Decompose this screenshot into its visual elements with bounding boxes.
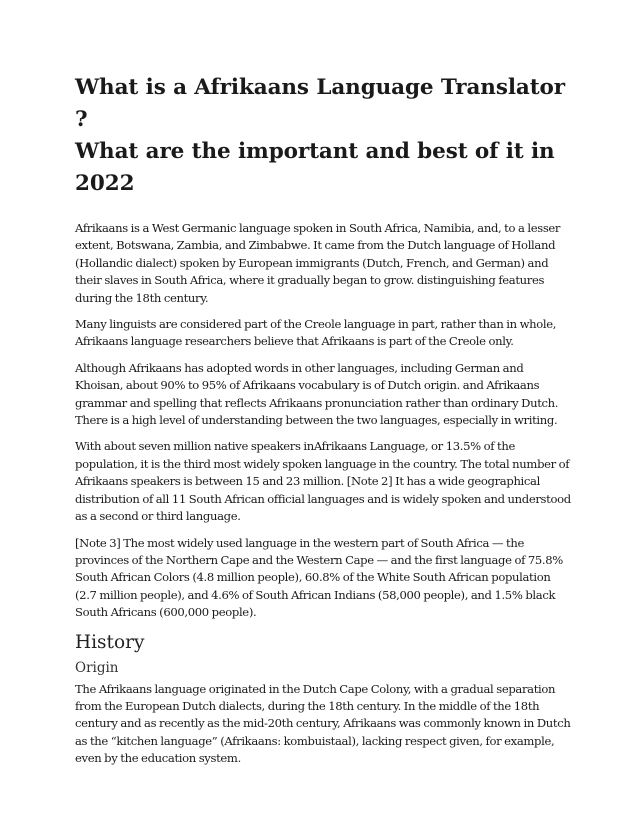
- paragraph-origin: The Afrikaans language originated in the Dutch Cape Colony, with a gradual separation from the European Dutch dialects, during the 18th century. In the middle of the 18th century and as recently as the mid-20th century, Afrikaans was commonly known in Dutch as the “kitchen language” (Afrikaans: kombuistaal), lacking respect given, for example, even by the education system.: [75, 681, 571, 766]
- title-line-1: What is a Afrikaans Language Translator ?: [75, 75, 566, 132]
- paragraph-note-3: [Note 3] The most widely used language in the western part of South Africa — the provinces of the Northern Cape and the Western Cape — and the first language of 75.8% South African Colors (4.8 million people), 60.8% of the White South African population (2.7 million people), and 4.6% of South African Indians (58,000 people), and 1.5% black South Africans (600,000 people).: [75, 535, 563, 620]
- paragraph-vocabulary: Although Afrikaans has adopted words in other languages, including German and Khoisan, about 90% to 95% of Afrikaans vocabulary is of Dutch origin. and Afrikaans grammar and spelling that reflects Afrikaans pronunciation rather than ordinary Dutch. There is a high level of understanding between the two languages, especially in writing.: [75, 360, 559, 428]
- paragraph-speakers: With about seven million native speakers inAfrikaans Language, or 13.5% of the population, it is the third most widely spoken language in the country. The total number of Afrikaans speakers is between 15 and 23 million. [Note 2] It has a wide geographical distribution of all 11 South African official languages and is widely spoken and understood as a second or third language.: [75, 439, 571, 524]
- title-line-2: What are the important and best of it in 2022: [75, 139, 555, 196]
- paragraph-creole: Many linguists are considered part of the Creole language in part, rather than in whole, Afrikaans language researchers believe that Afrikaans is part of the Creole only.: [75, 317, 557, 349]
- document-title: [75, 72, 573, 200]
- document-page: [75, 72, 573, 777]
- paragraph-intro: Afrikaans is a West Germanic language spoken in South Africa, Namibia, and, to a lesser extent, Botswana, Zambia, and Zimbabwe. It came from the Dutch language of Holland (Hollandic dialect) spoken by European immigrants (Dutch, French, and German) and their slaves in South Africa, where it gradually began to grow. distinguishing features during the 18th century.: [75, 221, 561, 305]
- origin-heading: Origin: [75, 659, 119, 676]
- history-heading: History: [75, 631, 145, 653]
